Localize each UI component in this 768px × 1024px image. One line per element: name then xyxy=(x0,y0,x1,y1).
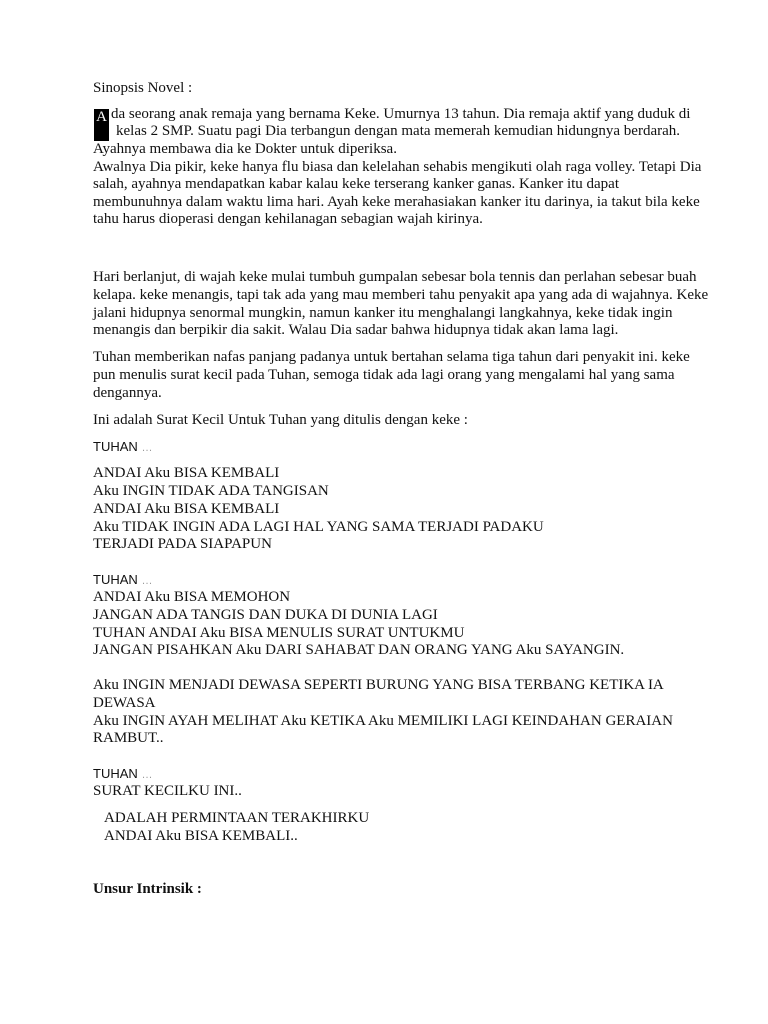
paragraph-line: Awalnya Dia pikir, keke hanya flu biasa dan kelelahan sehabis mengikuti olah raga volley. Tetapi Dia xyxy=(93,158,702,175)
paragraph-line: Hari berlanjut, di wajah keke mulai tumbuh gumpalan sebesar bola tennis dan perlahan sebesar buah xyxy=(93,268,697,285)
paragraph-line: salah, ayahnya mendapatkan kabar kalau keke terserang kanker ganas. Kanker itu dapat xyxy=(93,176,620,193)
paragraph-progression xyxy=(93,268,709,340)
paragraph-intro xyxy=(93,105,702,229)
paragraph-line: jalani hidupnya senormal mungkin, namun kanker itu menghalangi langkahnya, keke tidak ingin xyxy=(93,304,673,321)
poem-line: ADALAH PERMINTAAN TERAKHIRKU xyxy=(104,809,370,826)
poem-line: JANGAN PISAHKAN Aku DARI SAHABAT DAN ORANG YANG Aku SAYANGIN. xyxy=(93,642,625,659)
ellipsis-mark: … xyxy=(141,575,153,588)
paragraph-line: kelapa. keke menangis, tapi tak ada yang mau memberi tahu penyakit apa yang ada di wajahnya. Keke xyxy=(93,286,709,303)
paragraph-line: menangis dan berpikir dia sakit. Walau Dia sadar bahwa hidupnya tidak akan lama lagi. xyxy=(93,322,619,339)
paragraph-line: Ini adalah Surat Kecil Untuk Tuhan yang ditulis dengan keke : xyxy=(93,411,468,428)
paragraph-line: pun menulis surat kecil pada Tuhan, semoga tidak ada lagi orang yang mengalami hal yang sama xyxy=(93,366,675,383)
tuhan-label: TUHAN xyxy=(93,439,138,455)
dropcap-letter: A xyxy=(94,109,109,141)
poem-stanza xyxy=(93,677,685,748)
poem-line: ANDAI Aku BISA KEMBALI.. xyxy=(104,827,298,844)
paragraph-line: da seorang anak remaja yang bernama Keke. Umurnya 13 tahun. Dia remaja aktif yang duduk di xyxy=(111,105,691,122)
poem-line: ANDAI Aku BISA MEMOHON xyxy=(93,588,291,605)
paragraph-line: Tuhan memberikan nafas panjang padanya untuk bertahan selama tiga tahun dari penyakit ini. keke xyxy=(93,349,690,366)
poem-line: ANDAI Aku BISA KEMBALI xyxy=(93,465,280,482)
poem-line: ANDAI Aku BISA KEMBALI xyxy=(93,500,280,517)
poem-line: JANGAN ADA TANGIS DAN DUKA DI DUNIA LAGI xyxy=(93,606,438,623)
poem-line: Aku TIDAK INGIN ADA LAGI HAL YANG SAMA TERJADI PADAKU xyxy=(93,518,544,535)
poem-line: RAMBUT.. xyxy=(93,730,164,747)
section-heading: Unsur Intrinsik : xyxy=(93,881,202,898)
paragraph-line: tahu harus dioperasi dengan kehilanagan sebagian wajah kirinya. xyxy=(93,211,483,228)
paragraph-line: kelas 2 SMP. Suatu pagi Dia terbangun dengan mata memerah kemudian hidungnya berdarah. xyxy=(116,123,681,140)
poem-line: TUHAN ANDAI Aku BISA MENULIS SURAT UNTUKMU xyxy=(93,624,465,641)
tuhan-label: TUHAN xyxy=(93,766,138,782)
poem-line: SURAT KECILKU INI.. xyxy=(93,783,242,800)
tuhan-heading xyxy=(93,438,685,456)
paragraph-letter-intro xyxy=(93,349,690,402)
paragraph-line: membunuhnya dalam waktu lima hari. Ayah keke merahasiakan kanker itu darinya, ia takut bila keke xyxy=(93,193,700,210)
ellipsis-mark: … xyxy=(141,769,153,782)
document-page xyxy=(93,80,709,899)
poem-line: DEWASA xyxy=(93,694,156,711)
poem-stanza xyxy=(93,783,685,801)
tuhan-heading xyxy=(93,765,685,783)
poem-line: Aku INGIN MENJADI DEWASA SEPERTI BURUNG YANG BISA TERBANG KETIKA IA xyxy=(93,677,664,694)
tuhan-label: TUHAN xyxy=(93,572,138,588)
poem-line: TERJADI PADA SIAPAPUN xyxy=(93,536,272,553)
paragraph-line: dengannya. xyxy=(93,384,162,401)
poem-line: Aku INGIN AYAH MELIHAT Aku KETIKA Aku MEMILIKI LAGI KEINDAHAN GERAIAN xyxy=(93,712,673,729)
poem-line: Aku INGIN TIDAK ADA TANGISAN xyxy=(93,482,329,499)
paragraph-line: Ayahnya membawa dia ke Dokter untuk diperiksa. xyxy=(93,140,397,157)
document-heading: Sinopsis Novel : xyxy=(93,80,193,96)
poem-stanza xyxy=(93,810,685,846)
tuhan-heading xyxy=(93,571,685,589)
poem-stanza xyxy=(93,589,685,660)
ellipsis-mark: … xyxy=(141,442,153,455)
poem-stanza xyxy=(93,465,685,554)
